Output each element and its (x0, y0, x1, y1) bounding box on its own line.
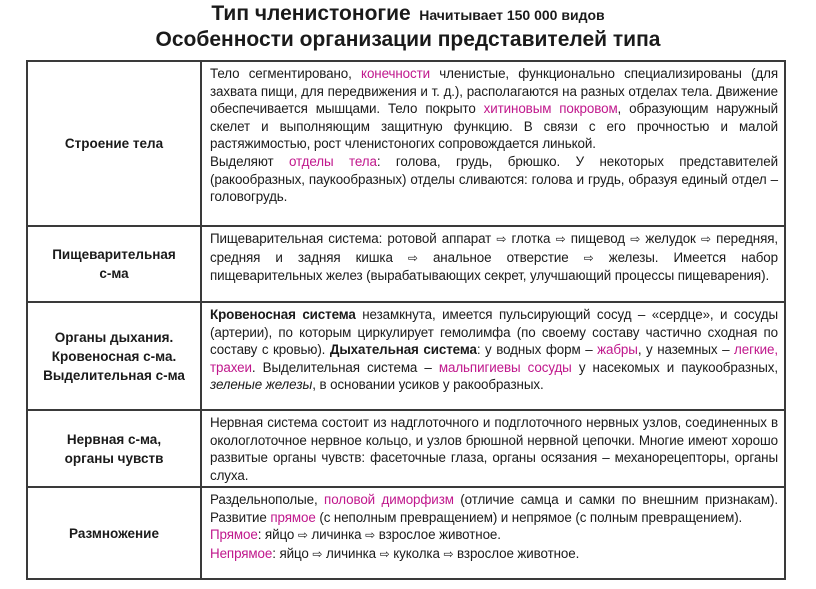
row-content (202, 488, 784, 578)
table-row-reproduction (28, 488, 784, 578)
page-title: Тип членистоногие (211, 2, 411, 25)
arrow-icon: ⇨ (379, 546, 390, 561)
table-row-digestive (28, 227, 784, 303)
highlighted-term: Непрямое (210, 545, 273, 561)
table-row-nervous (28, 411, 784, 488)
arrow-icon: ⇨ (630, 232, 641, 246)
page-subtitle: Особенности организации представителей типа (155, 28, 661, 51)
bold-term: Дыхательная система (329, 342, 477, 358)
paragraph: Пищеварительная система: ротовой аппарат ⇨ глотка ⇨ пищевод ⇨ желудок ⇨ передняя, средняя и задняя кишка ⇨ анальное отверстие ⇨ железы. Имеется набор пищеварительных желез (вырабатывающих секрет, улучшающий процессы пищеварения). (210, 231, 779, 284)
paragraph: Прямое: яйцо ⇨ личинка ⇨ взрослое животное. (210, 527, 501, 543)
bold-term: Кровеносная система (210, 307, 356, 322)
arrow-icon: ⇨ (443, 546, 454, 561)
arrow-icon: ⇨ (407, 250, 418, 265)
highlighted-term: Прямое (210, 527, 258, 543)
paragraph: Выделяют отделы тела: голова, грудь, брюшко. У некоторых представителей (ракообразных, паукообразных) отделы сливаются: голова и грудь, образуя единый отдел – головогрудь. (210, 153, 778, 205)
arrow-icon: ⇨ (583, 250, 594, 265)
highlighted-term: жабры (597, 342, 638, 358)
row-label: Размножение (28, 488, 202, 578)
features-table (26, 60, 786, 580)
title-line (0, 2, 816, 26)
highlighted-term: отделы тела (289, 153, 377, 169)
paragraph: Непрямое: яйцо ⇨ личинка ⇨ куколка ⇨ взрослое животное. (210, 545, 580, 561)
row-label: Строение тела (28, 62, 202, 225)
italic-term: зеленые железы (210, 377, 313, 393)
row-label: Нервная с-ма, органы чувств (28, 411, 202, 486)
paragraph: Раздельнополые, половой диморфизм (отличие самца и самки по внешним признакам). Развитие прямое (с неполным превращением) и непрямое (с полным превращением). (210, 492, 778, 525)
arrow-icon: ⇨ (297, 528, 308, 543)
row-content (202, 303, 784, 409)
arrow-icon: ⇨ (496, 232, 507, 246)
row-label: Органы дыхания. Кровеносная с-ма. Выделительная с-ма (28, 303, 202, 409)
highlighted-term: легкие, трахеи (210, 342, 778, 375)
highlighted-term: конечности (361, 66, 431, 81)
table-row-body-structure (28, 62, 784, 227)
paragraph: Нервная система состоит из надглоточного и подглоточного нервных узлов, соединенных в окологлоточное нервное кольцо, и узлов брюшной нервной цепочки. Многие имеют хорошо развитые органы чувств: фасеточные глаза, органы осязания – механорецепторы, органы слуха. (210, 415, 778, 483)
highlighted-term: мальпигиевы сосуды (438, 359, 572, 375)
arrow-icon: ⇨ (555, 232, 566, 246)
paragraph: Тело сегментировано, конечности членистые, функционально специализированы (для захвата пищи, для передвижения и т. д.), располагаются на разных отделах тела. Движение обеспечивается мышцами. Тело покрыто хитиновым покровом, образующим наружный скелет и выполняющим защитную функцию. В связи с его прочностью и малой растяжимостью, рост членистоногих сопровождается линькой. (210, 66, 778, 152)
row-label: Пищеварительная с-ма (28, 227, 202, 301)
table-row-respiratory-circulatory (28, 303, 784, 411)
row-content (202, 62, 784, 225)
highlighted-term: хитиновым покровом (483, 101, 618, 117)
highlighted-term: прямое (270, 509, 316, 525)
arrow-icon: ⇨ (365, 528, 376, 543)
row-content (202, 227, 784, 301)
highlighted-term: половой диморфизм (324, 492, 454, 507)
paragraph: Кровеносная система незамкнута, имеется пульсирующий сосуд – «сердце», и сосуды (артерии), по которым циркулирует гемолимфа (по своему составу частично сходная по составу с кровью). Дыхательная система: у водных форм – жабры, у наземных – легкие, трахеи. Выделительная система – мальпигиевы сосуды у насекомых и паукообразных, зеленые железы, в основании усиков у ракообразных. (210, 307, 778, 393)
arrow-icon: ⇨ (312, 546, 323, 561)
arrow-icon: ⇨ (701, 232, 711, 246)
row-content (202, 411, 784, 486)
species-count: Начитывает 150 000 видов (419, 7, 605, 23)
